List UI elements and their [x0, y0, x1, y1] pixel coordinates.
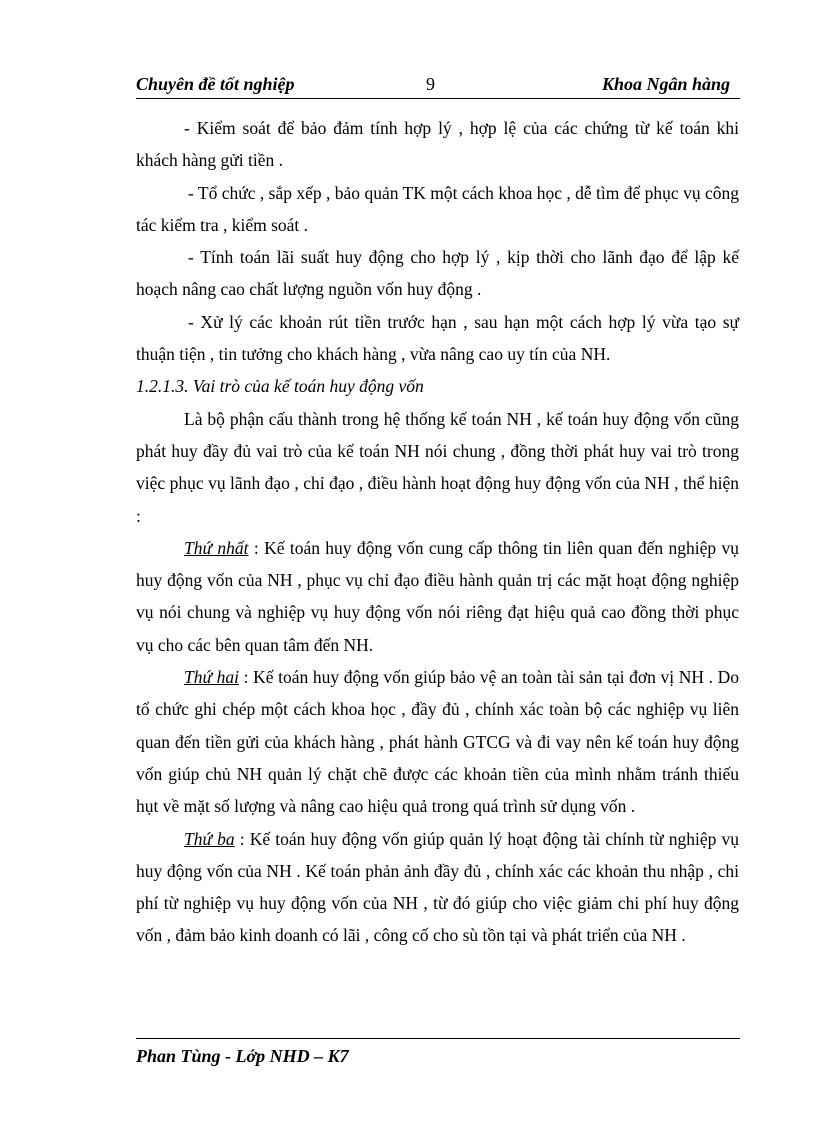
header-page-number: 9	[426, 74, 435, 94]
footer-author: Phan Tùng - Lớp NHD – K7	[136, 1046, 349, 1066]
role-lead-third: Thứ ba	[184, 828, 235, 849]
role-lead-first: Thứ nhất	[184, 537, 249, 558]
role-text-first: : Kế toán huy động vốn cung cấp thông tin liên quan đến nghiệp vụ huy động vốn của NH , phục vụ chỉ đạo điều hành quản trị các mặt hoạt động nghiệp vụ nói chung và nghiệp vụ huy động vốn nói riêng đạt hiệu quả cao đồng thời phục vụ cho các bên quan tâm đến NH.	[136, 537, 739, 655]
role-text-third: : Kế toán huy động vốn giúp quản lý hoạt động tài chính từ nghiệp vụ huy động vốn của NH . Kế toán phản ảnh đầy đủ , chính xác các khoản thu nhập , chi phí từ nghiệp vụ huy động vốn của NH , từ đó giúp cho việc giảm chi phí huy động vốn , đảm bảo kinh doanh có lãi , công cố cho sù tồn tại và phát triển của NH .	[136, 828, 739, 946]
header-document-title: Chuyên đề tốt nghiệp	[136, 74, 295, 94]
role-paragraph-third	[136, 823, 739, 952]
role-paragraph-first	[136, 532, 739, 661]
page-footer	[136, 1038, 740, 1067]
intro-paragraph: Là bộ phận cấu thành trong hệ thống kế toán NH , kế toán huy động vốn cũng phát huy đầy đủ vai trò của kế toán NH nói chung , đồng thời phát huy vai trò trong việc phục vụ lãnh đạo , chỉ đạo , điều hành hoạt động huy động vốn của NH , thể hiện :	[136, 408, 739, 526]
role-lead-second: Thứ hai	[184, 667, 240, 688]
role-paragraph-second	[136, 661, 739, 822]
bullet-paragraph: - Tính toán lãi suất huy động cho hợp lý , kịp thời cho lãnh đạo để lập kế hoạch nâng cao chất lượng nguồn vốn huy động .	[136, 247, 739, 300]
bullet-paragraph: - Kiểm soát để bảo đảm tính hợp lý , hợp lệ của các chứng từ kế toán khi khách hàng gửi tiền .	[136, 118, 739, 171]
header-department: Khoa Ngân hàng	[601, 74, 730, 94]
bullet-paragraph: - Tổ chức , sắp xếp , bảo quản TK một cách khoa học , dễ tìm để phục vụ công tác kiểm tra , kiểm soát .	[136, 182, 739, 235]
role-text-second: : Kế toán huy động vốn giúp bảo vệ an toàn tài sản tại đơn vị NH . Do tổ chức ghi chép một cách khoa học , đầy đủ , chính xác toàn bộ các nghiệp vụ liên quan đến tiền gửi của khách hàng , phát hành GTCG và đi vay nên kế toán huy động vốn giúp chủ NH quản lý chặt chẽ được các khoản tiền của mình nhằm tránh thiếu hụt về mặt số lượng và nâng cao hiệu quả trong quá trình sử dụng vốn .	[136, 667, 740, 817]
bullet-paragraph: - Xử lý các khoản rút tiền trước hạn , sau hạn một cách hợp lý vừa tạo sự thuận tiện , tin tưởng cho khách hàng , vừa nâng cao uy tín của NH.	[136, 311, 739, 365]
page-body	[136, 112, 739, 952]
page-header	[136, 72, 740, 99]
section-heading: 1.2.1.3. Vai trò của kế toán huy động vốn	[136, 376, 424, 397]
